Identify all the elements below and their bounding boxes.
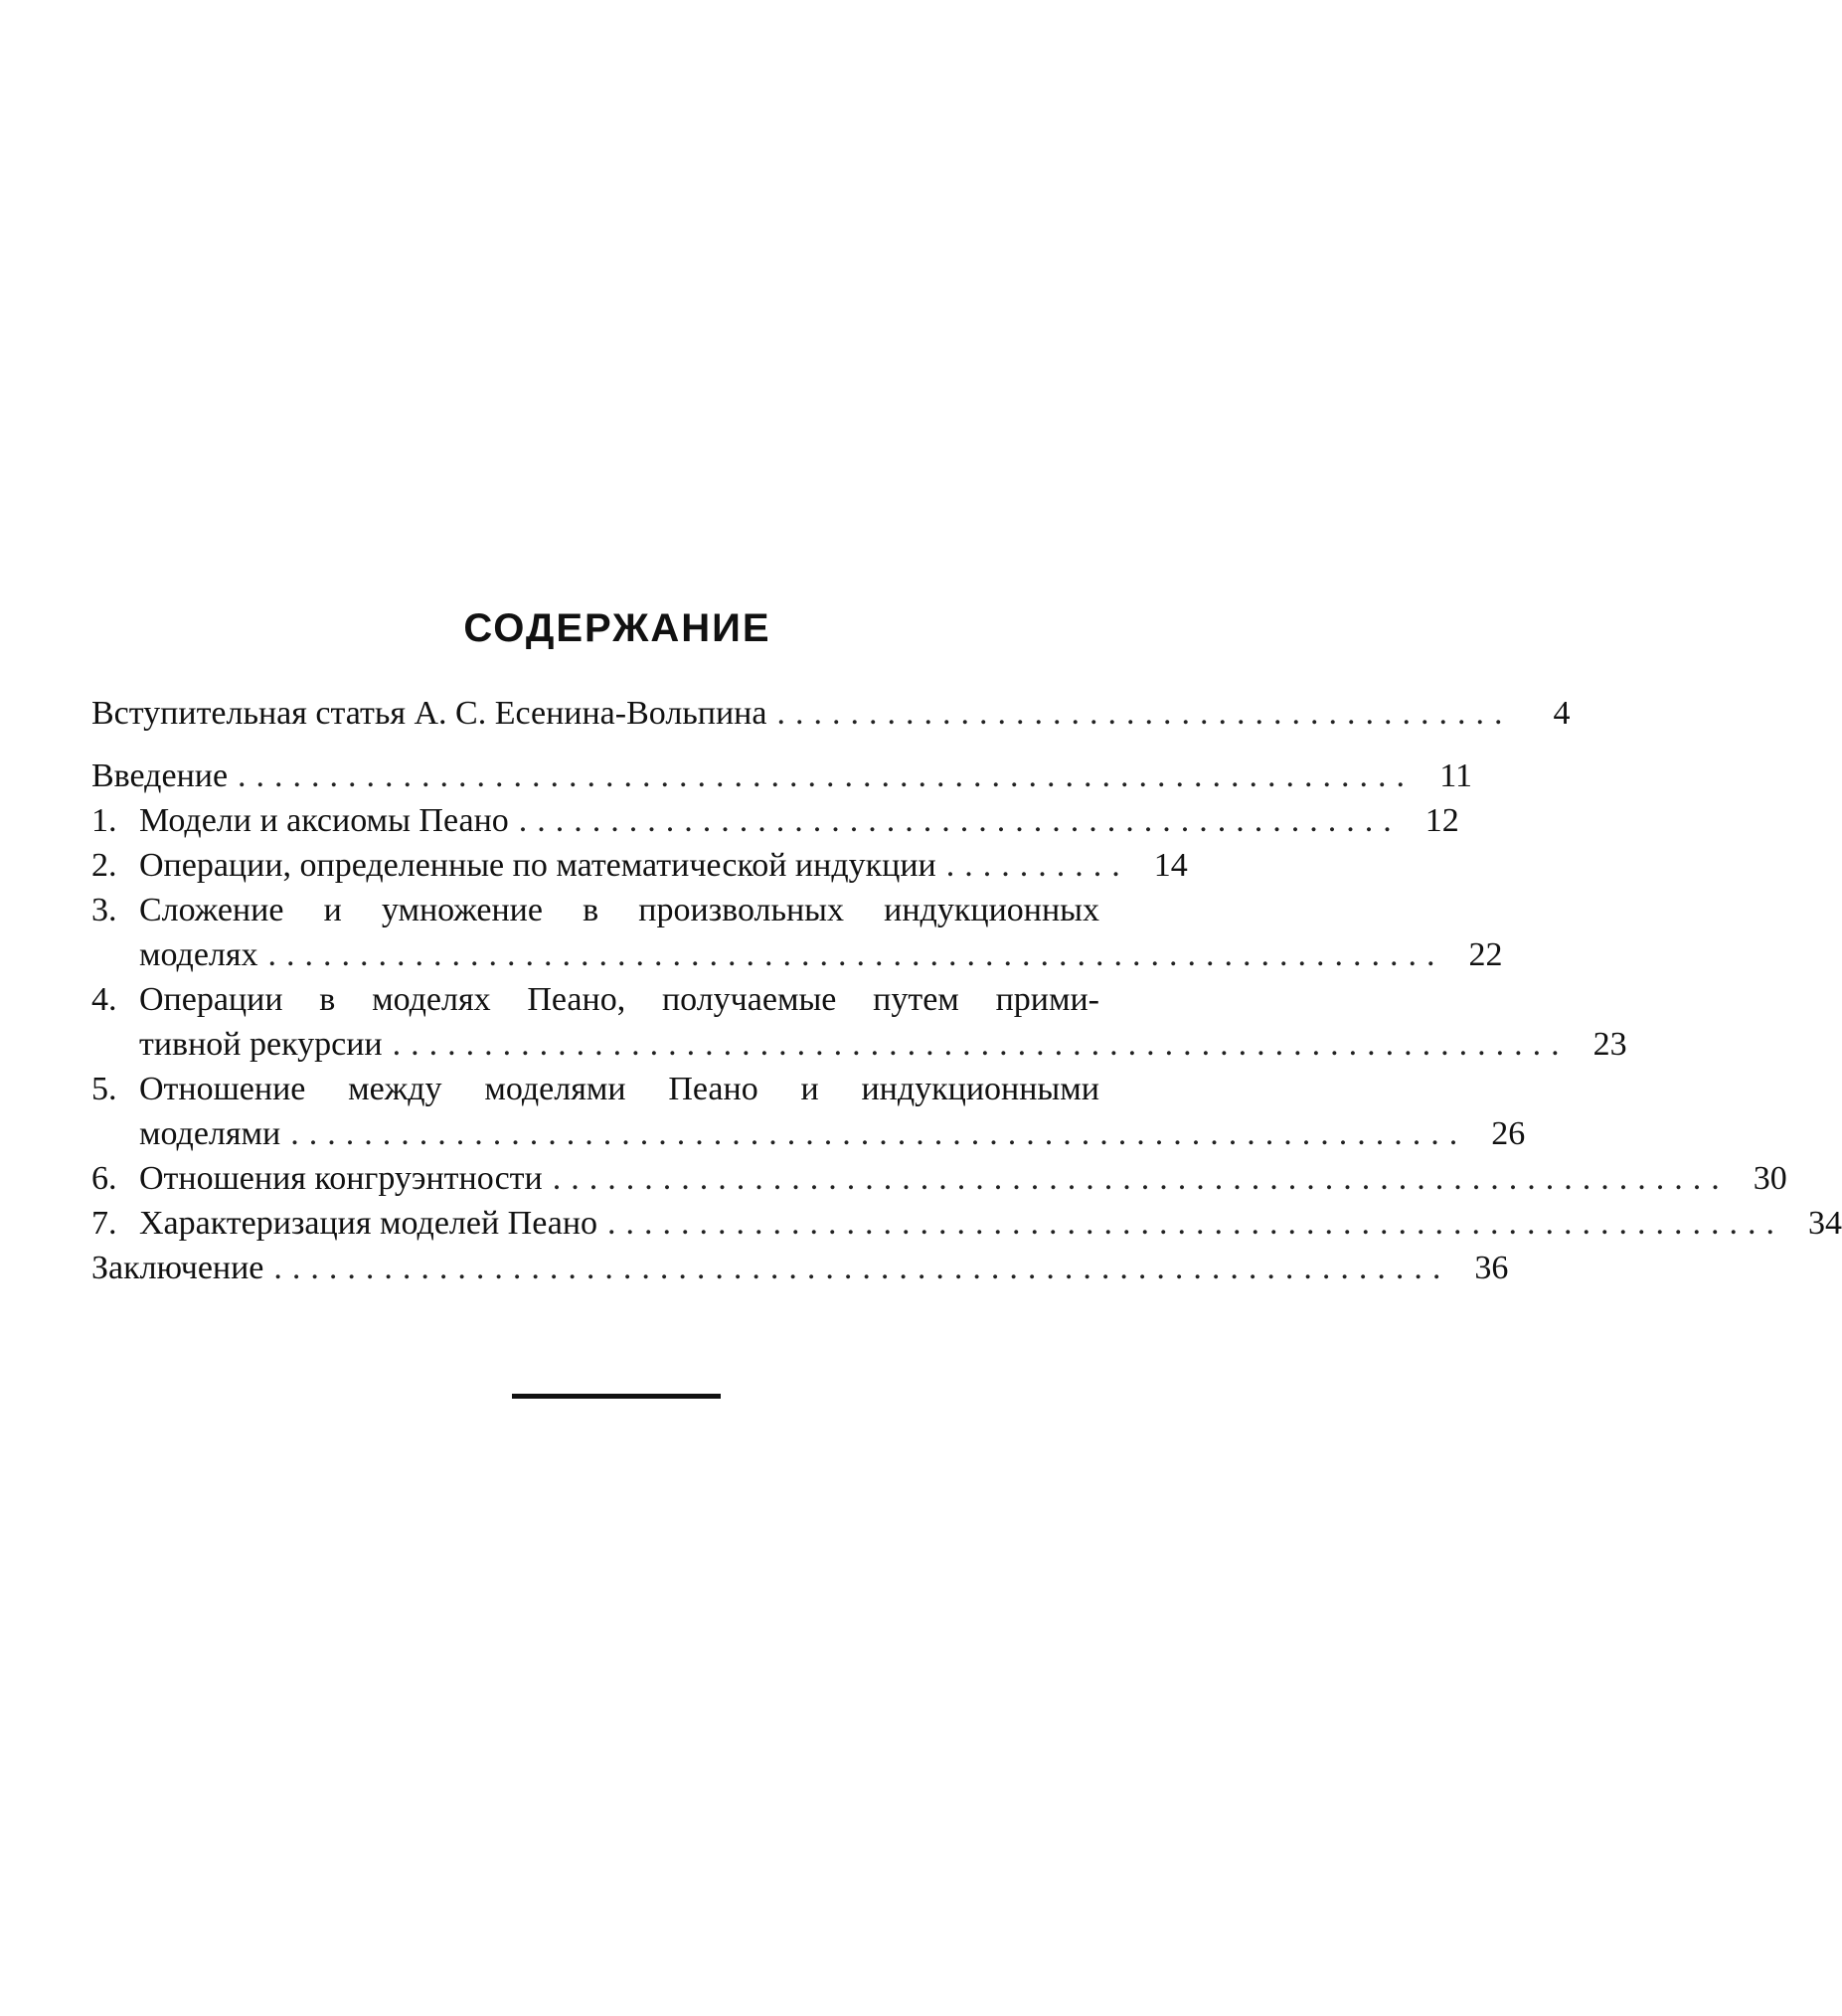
page-number: 12	[1424, 802, 1459, 839]
page-number: 23	[1592, 1026, 1627, 1063]
entry-title: Сложение и умножение в произвольных индукционных	[139, 892, 1099, 928]
toc-entry	[91, 1156, 1787, 1201]
entry-number: 2.	[91, 847, 117, 884]
entry-title: Операции в моделях Пеано, получаемые путем прими-	[139, 981, 1099, 1018]
toc-entry	[91, 1067, 1526, 1156]
leader-dots: ........................................	[776, 695, 1513, 732]
entry-number: 1.	[91, 802, 117, 839]
entry-number: 4.	[91, 981, 117, 1018]
toc-entry	[91, 888, 1503, 977]
entry-title: Вступительная статья А. С. Есенина-Вольпина	[91, 695, 767, 732]
entry-number: 3.	[91, 892, 117, 928]
entry-title-continued: моделями	[139, 1115, 281, 1152]
leader-dots: ................................................................	[238, 757, 1416, 794]
entry-title: Заключение	[91, 1250, 264, 1286]
leader-dots: ................................................	[518, 802, 1402, 839]
leader-dots: ................................................................	[267, 936, 1445, 973]
toc-entry	[91, 691, 1571, 736]
page-number: 11	[1439, 757, 1473, 794]
page-number: 36	[1474, 1250, 1509, 1286]
page-number: 34	[1808, 1205, 1842, 1242]
leader-dots: ................................................................	[273, 1250, 1451, 1286]
entry-title-continued: тивной рекурсии	[139, 1026, 383, 1063]
toc-entry	[91, 1201, 1842, 1246]
leader-dots: ................................................................	[552, 1160, 1730, 1197]
page-number: 26	[1491, 1115, 1526, 1152]
toc-entry	[91, 798, 1459, 843]
toc-entry	[91, 977, 1627, 1067]
entry-title: Отношение между моделями Пеано и индукционными	[139, 1071, 1099, 1107]
leader-dots: ................................................................	[607, 1205, 1785, 1242]
entry-title: Характеризация моделей Пеано	[139, 1205, 598, 1242]
divider-rule	[512, 1394, 721, 1399]
page-title: СОДЕРЖАНИЕ	[463, 606, 771, 650]
entry-number: 6.	[91, 1160, 117, 1197]
entry-number: 7.	[91, 1205, 117, 1242]
entry-title: Модели и аксиомы Пеано	[139, 802, 509, 839]
page-number: 14	[1153, 847, 1188, 884]
table-of-contents	[91, 691, 1842, 1290]
toc-entry	[91, 843, 1188, 888]
entry-title: Операции, определенные по математической индукции	[139, 847, 936, 884]
page-number: 30	[1753, 1160, 1787, 1197]
entry-number: 5.	[91, 1071, 117, 1107]
page-number: 4	[1553, 695, 1571, 732]
entry-title: Введение	[91, 757, 229, 794]
toc-entry	[91, 1246, 1509, 1290]
page-number: 22	[1468, 936, 1503, 973]
leader-dots: ................................................................	[392, 1026, 1570, 1063]
toc-entry	[91, 754, 1473, 798]
entry-title: Отношения конгруэнтности	[139, 1160, 543, 1197]
entry-title-continued: моделях	[139, 936, 258, 973]
leader-dots: ..........	[945, 847, 1130, 884]
leader-dots: ................................................................	[290, 1115, 1468, 1152]
